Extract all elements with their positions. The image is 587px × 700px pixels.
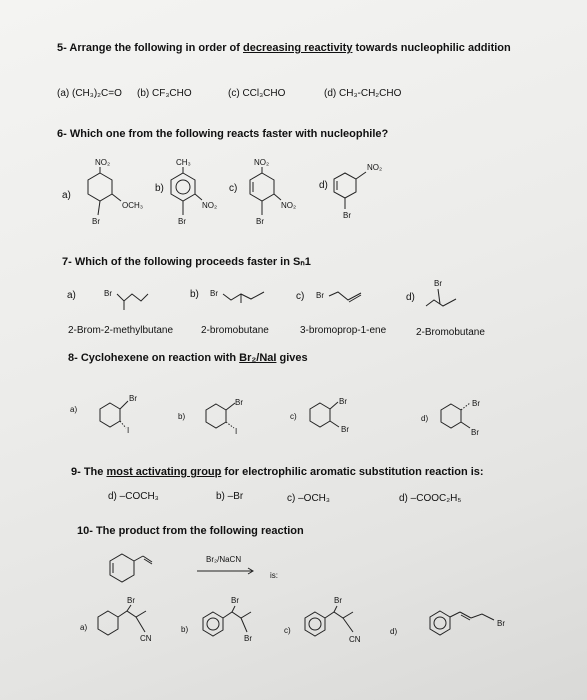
q9-option-4: d) –COOC₂H₅ — [399, 493, 462, 504]
q8-option-c: c) — [290, 412, 297, 421]
q7-name-d: 2-Bromobutane — [416, 327, 485, 338]
q10-reagent: Br₂/NaCN — [206, 555, 242, 564]
q6c-no2b-label: NO₂ — [281, 201, 297, 210]
q6b-br-label: Br — [178, 217, 186, 226]
q8-prefix: 8- Cyclohexene on reaction with — [68, 352, 240, 364]
q5-option-a: (a) (CH₃)₂C=O — [57, 88, 122, 99]
q5-emphasis: decreasing reactivity — [243, 42, 353, 54]
q8c-br2-label: Br — [341, 425, 349, 434]
q6d-no2-label: NO₂ — [367, 163, 383, 172]
q8-suffix: gives — [276, 352, 308, 364]
q8-option-a: a) — [70, 405, 78, 414]
q5-option-b: (b) CF₃CHO — [137, 88, 192, 99]
q10-option-c: c) — [284, 626, 291, 635]
q10a-cn-label: CN — [140, 634, 152, 643]
q7d-br-label: Br — [434, 279, 442, 288]
q8-reagent: Br₂/NaI — [239, 352, 277, 364]
q5-suffix: towards nucleophilic addition — [352, 42, 511, 54]
q9-suffix: for electrophilic aromatic substitution reaction is: — [221, 466, 484, 478]
q8c-br-label: Br — [339, 397, 347, 406]
q6-option-b: b) — [155, 183, 164, 194]
q10-option-a: a) — [80, 623, 88, 632]
q6a-br-label: Br — [92, 217, 100, 226]
q6c-br-label: Br — [256, 217, 264, 226]
q9-emphasis: most activating group — [106, 466, 222, 478]
q6a-no2-label: NO₂ — [95, 158, 111, 167]
q6-option-d: d) — [319, 180, 328, 191]
q10-option-b: b) — [181, 625, 189, 634]
q10-option-d: d) — [390, 627, 398, 636]
q7-option-d: d) — [406, 292, 415, 303]
q8-option-b: b) — [178, 412, 186, 421]
q5-prefix: 5- Arrange the following in order of — [57, 42, 243, 54]
q6b-ch3-label: CH₃ — [176, 158, 191, 167]
q8b-i-label: I — [235, 427, 238, 436]
q10a-br-label: Br — [127, 596, 135, 605]
q8-option-d: d) — [421, 414, 429, 423]
q6-option-a: a) — [62, 190, 71, 201]
q7b-br-label: Br — [210, 289, 218, 298]
q7-name-b: 2-bromobutane — [201, 325, 269, 336]
q6a-och3-label: OCH₃ — [122, 201, 144, 210]
q5-option-d: (d) CH₃-CH₂CHO — [324, 88, 402, 99]
q8d-br-label: Br — [472, 399, 480, 408]
q8b-br-label: Br — [235, 398, 243, 407]
q7-name-c: 3-bromoprop-1-ene — [300, 325, 387, 336]
q8a-i-label: I — [127, 426, 130, 435]
q5-option-c: (c) CCl₃CHO — [228, 88, 286, 99]
q7-option-b: b) — [190, 289, 199, 300]
q9-prefix: 9- The — [71, 466, 107, 478]
q10b-br-label: Br — [231, 596, 239, 605]
q7-option-c: c) — [296, 291, 305, 302]
q6b-no2-label: NO₂ — [202, 201, 218, 210]
q7a-br-label: Br — [104, 289, 112, 298]
question-7-title: 7- Which of the following proceeds faster in Sₙ1 — [62, 256, 311, 268]
q8d-br2-label: Br — [471, 428, 479, 437]
q6c-no2-label: NO₂ — [254, 158, 270, 167]
question-6-title: 6- Which one from the following reacts faster with nucleophile? — [57, 128, 389, 140]
q7c-br-label: Br — [316, 291, 324, 300]
q10-is-label: is: — [270, 571, 278, 580]
q10d-br-label: Br — [497, 619, 505, 628]
q6-option-c: c) — [229, 183, 238, 194]
q7-option-a: a) — [67, 290, 76, 301]
q9-option-1: d) –COCH₃ — [108, 491, 159, 502]
q6d-br-label: Br — [343, 211, 351, 220]
q9-option-3: c) –OCH₃ — [287, 493, 330, 504]
question-10-title: 10- The product from the following reaction — [77, 525, 304, 537]
q10c-br-label: Br — [334, 596, 342, 605]
q7-name-a: 2-Brom-2-methylbutane — [68, 325, 174, 336]
q9-option-2: b) –Br — [216, 491, 244, 502]
q10c-cn-label: CN — [349, 635, 361, 644]
q8a-br-label: Br — [129, 394, 137, 403]
q10b-br2-label: Br — [244, 634, 252, 643]
